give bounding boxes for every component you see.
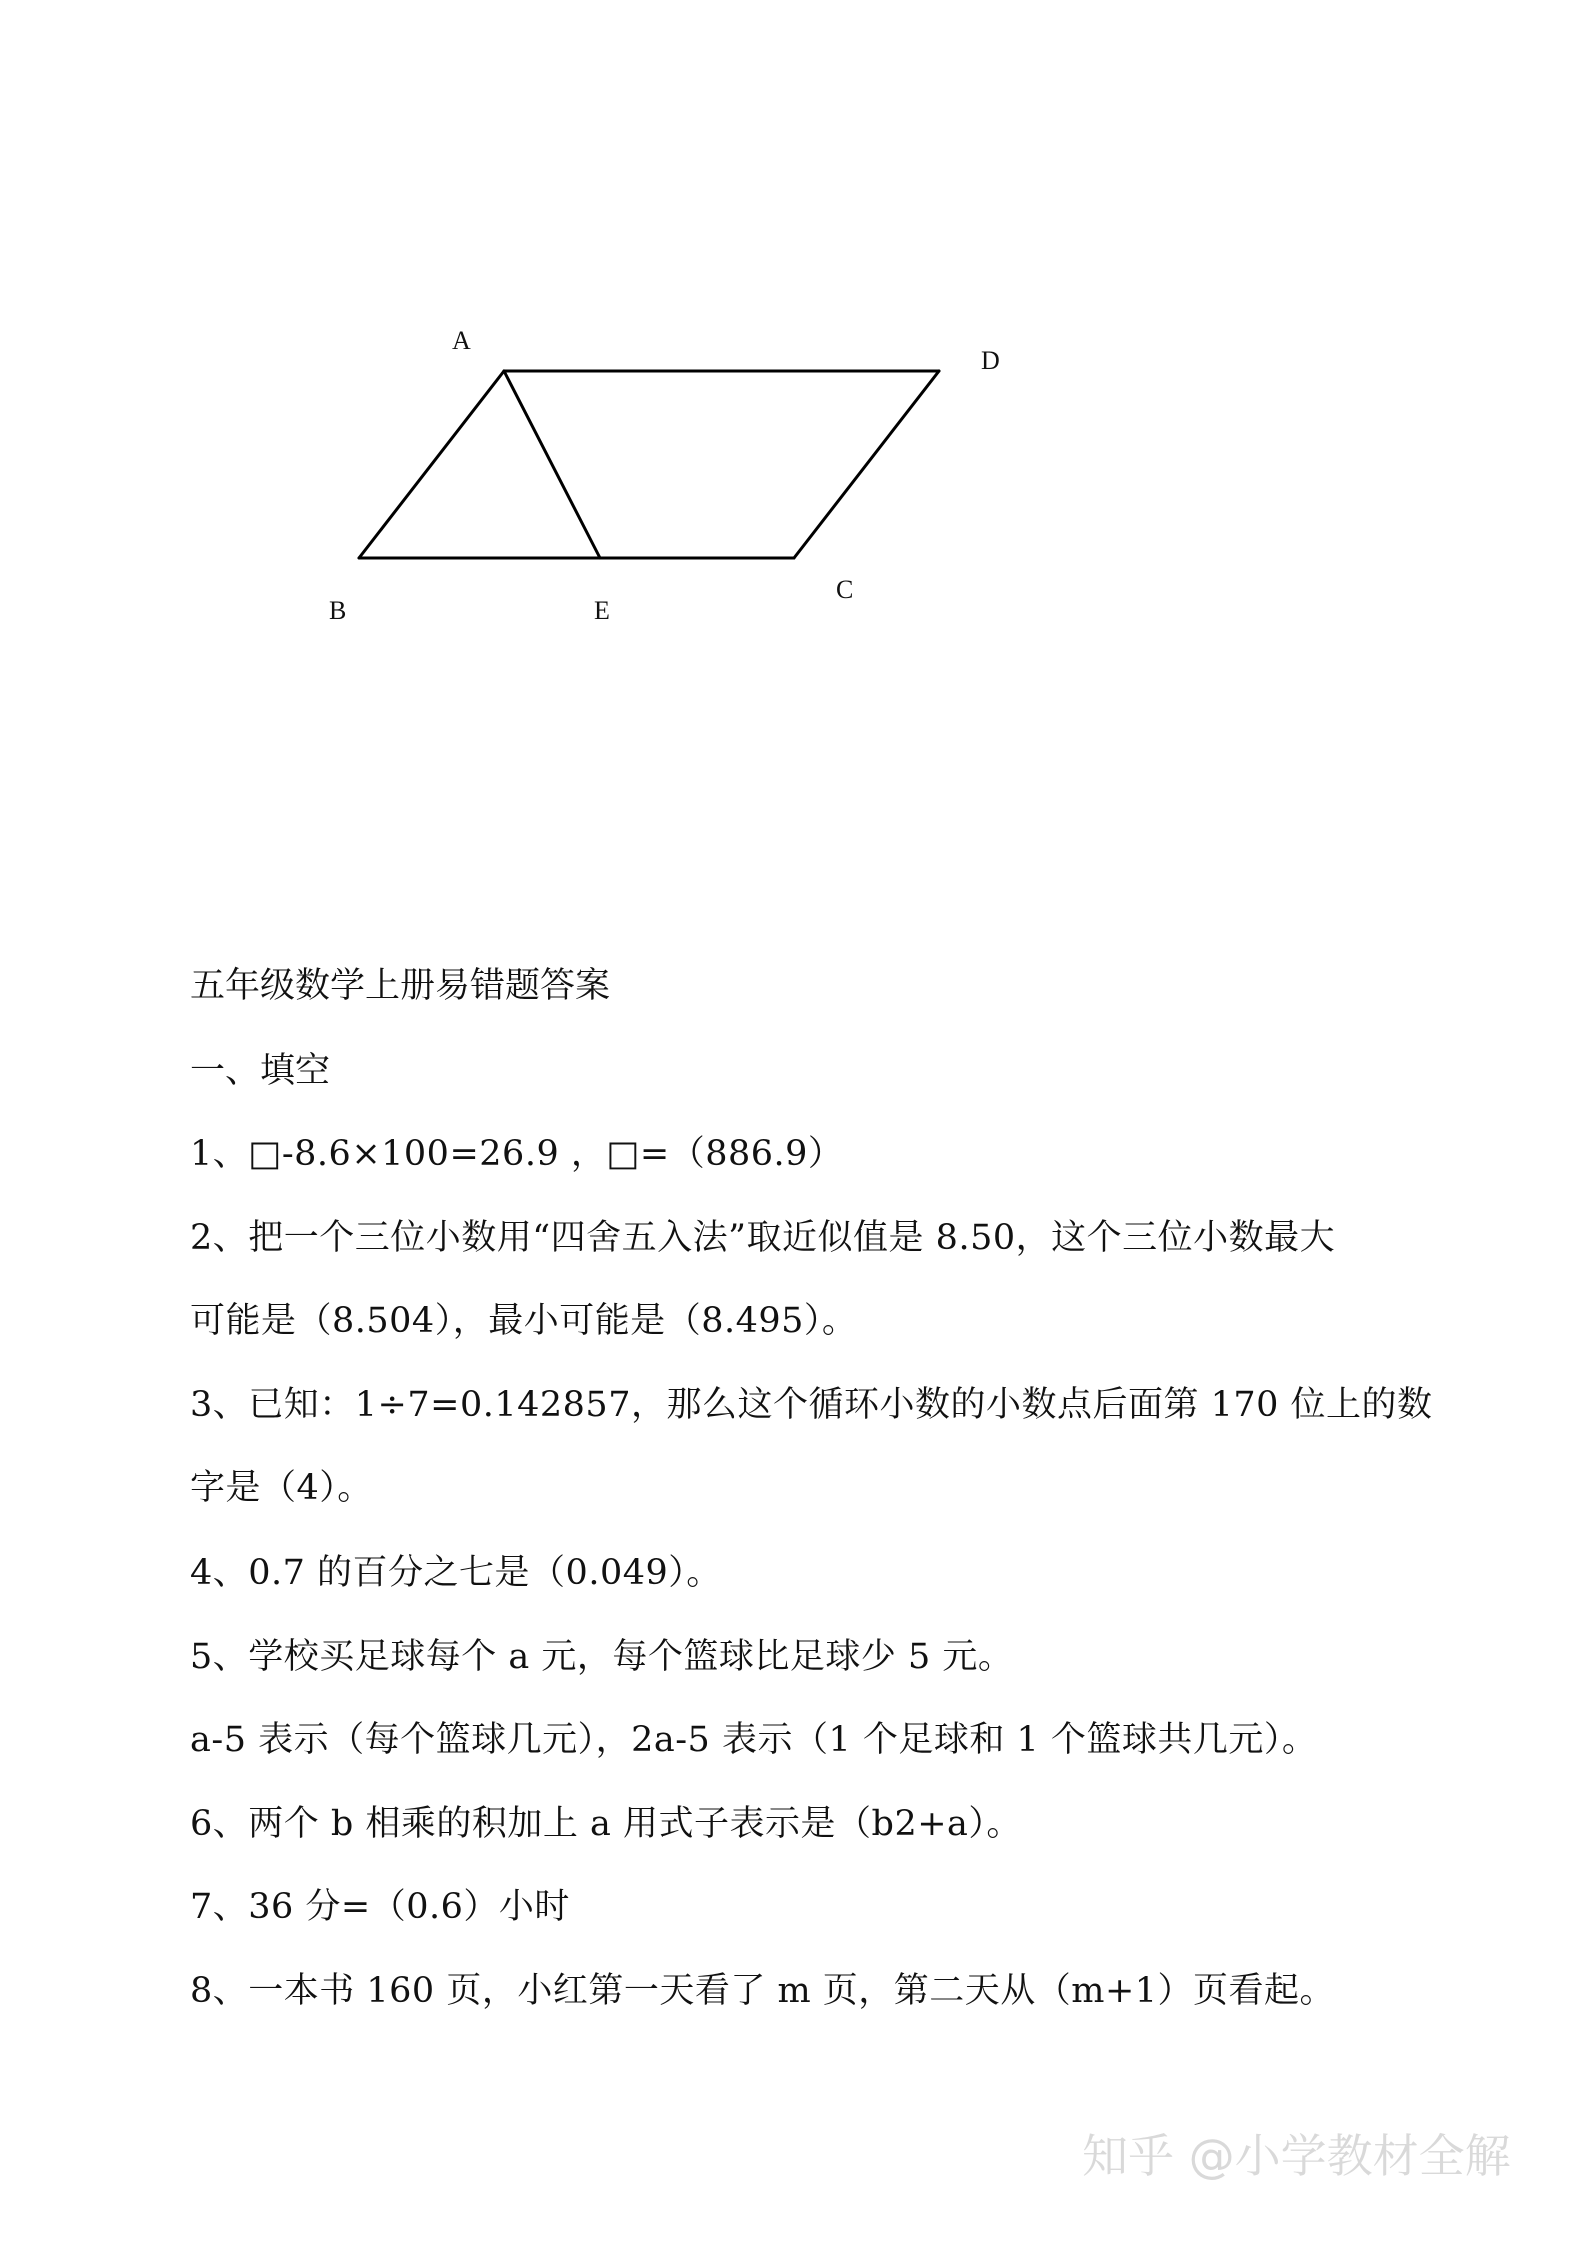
question-line: a-5 表示（每个篮球几元），2a-5 表示（1 个足球和 1 个篮球共几元）。 — [190, 1720, 1318, 1760]
question-line: 3、已知：1÷7=0.142857，那么这个循环小数的小数点后面第 170 位上的数 — [190, 1385, 1433, 1425]
vertex-label-c: C — [836, 575, 854, 604]
watermark: 知乎 @小学教材全解 — [1082, 2129, 1511, 2183]
question-line: 4、0.7 的百分之七是（0.049）。 — [190, 1553, 722, 1593]
segment-ae — [504, 371, 600, 558]
parallelogram-figure — [0, 0, 1587, 700]
edge-dc — [794, 371, 939, 558]
question-line: 字是（4）。 — [190, 1468, 373, 1508]
vertex-label-a: A — [452, 326, 471, 355]
question-line: 2、把一个三位小数用“四舍五入法”取近似值是 8.50，这个三位小数最大 — [190, 1218, 1336, 1258]
question-line: 8、一本书 160 页，小红第一天看了 m 页，第二天从（m+1）页看起。 — [190, 1971, 1336, 2011]
question-line: 6、两个 b 相乘的积加上 a 用式子表示是（b2+a）。 — [190, 1804, 1022, 1844]
edge-ab — [359, 371, 504, 558]
question-line: 7、36 分=（0.6）小时 — [190, 1887, 570, 1927]
vertex-label-d: D — [981, 346, 1000, 375]
question-line: 可能是（8.504），最小可能是（8.495）。 — [190, 1301, 858, 1341]
question-line: 1、□-8.6×100=26.9 ，□=（886.9） — [190, 1134, 844, 1174]
question-line: 5、学校买足球每个 a 元，每个篮球比足球少 5 元。 — [190, 1637, 1014, 1677]
vertex-label-b: B — [329, 596, 347, 625]
section-heading: 一、填空 — [190, 1051, 331, 1091]
document-title: 五年级数学上册易错题答案 — [190, 966, 611, 1006]
vertex-label-e: E — [594, 596, 610, 625]
